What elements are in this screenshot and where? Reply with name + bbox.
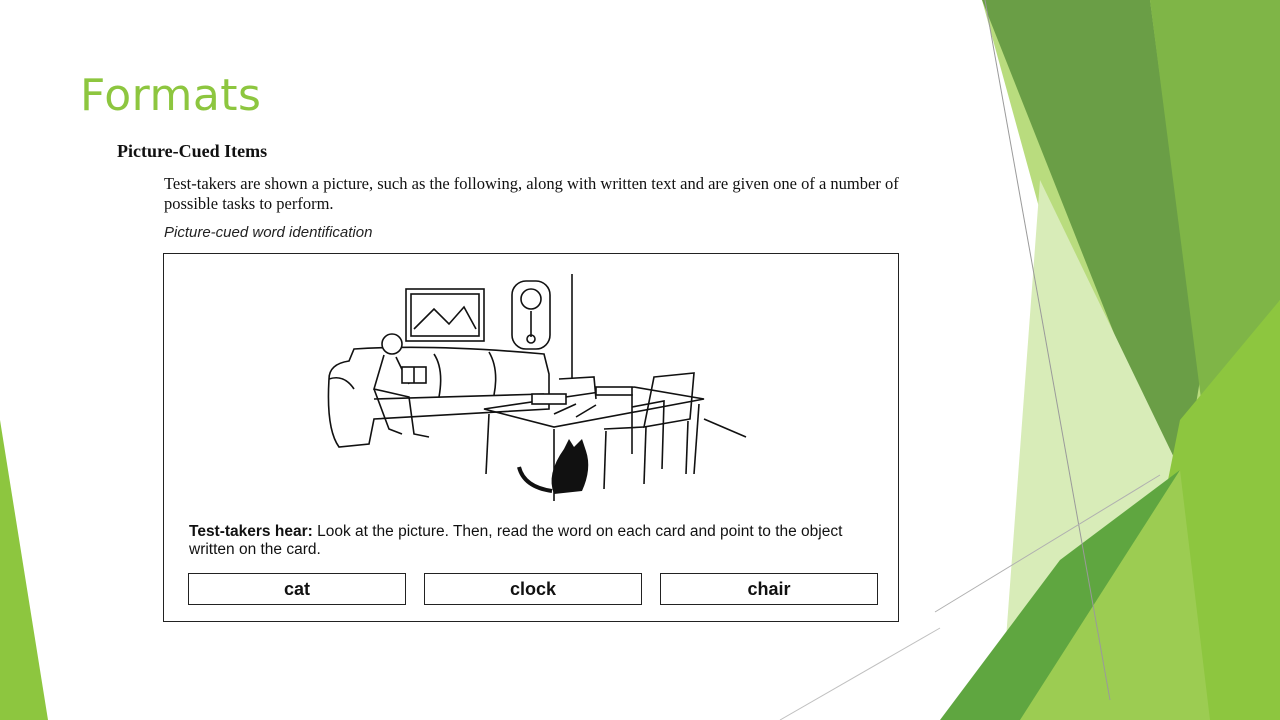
hear-text: Look at the picture. Then, read the word on each card and point to the object written on the card.	[189, 523, 843, 558]
picture-panel	[163, 253, 899, 622]
hear-label: Test-takers hear:	[189, 523, 313, 540]
figure-caption: Picture-cued word identification	[164, 224, 373, 241]
word-card-cat[interactable]: cat	[188, 573, 406, 605]
section-heading: Picture-Cued Items	[117, 141, 268, 161]
word-card-chair[interactable]: chair	[660, 573, 878, 605]
living-room-illustration	[314, 269, 754, 514]
instruction-text	[189, 523, 869, 559]
slide-title: Formats	[80, 70, 262, 121]
word-card-clock[interactable]: clock	[424, 573, 642, 605]
description-text: Test-takers are shown a picture, such as the following, along with written text and are given one of a number of possible tasks to perform.	[164, 174, 899, 213]
